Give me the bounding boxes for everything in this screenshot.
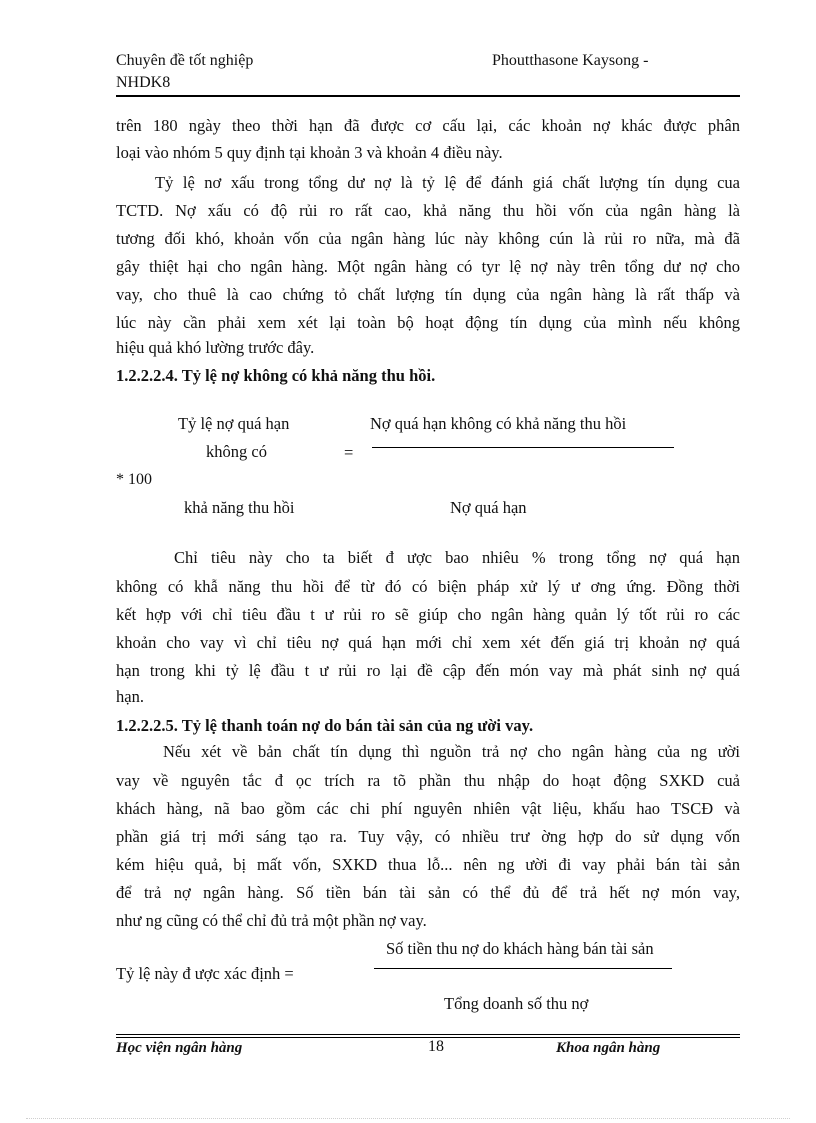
paragraph-line: vay, cho thuê là cao chứng tỏ chất lượng tín dụng của ngân hàng là rất thấp và bbox=[116, 285, 740, 304]
paragraph-line: khoản cho vay vì chỉ tiêu nợ quá hạn mới chỉ xem xét đến giá trị khoản nợ quá bbox=[116, 633, 740, 652]
paragraph-line: Nếu xét về bản chất tín dụng thì nguồn trả nợ cho ngân hàng của ng ười bbox=[163, 742, 740, 761]
footer-left: Học viện ngân hàng bbox=[116, 1040, 243, 1056]
paragraph-line: khách hàng, nã bao gồm các chi phí nguyên nhiên vật liệu, khấu hao TSCĐ và bbox=[116, 799, 740, 818]
paragraph-line: phần giá trị mới sáng tạo ra. Tuy vậy, có nhiều trư ờng hợp do sử dụng vốn bbox=[116, 827, 740, 846]
formula2-fraction-bar bbox=[374, 968, 672, 969]
paragraph-line: lúc này cần phải xem xét lại toàn bộ hoạt động tín dụng của mình nếu không bbox=[116, 313, 740, 332]
formula2-lhs: Tỷ lệ này đ ược xác định = bbox=[116, 964, 294, 983]
formula1-denominator: Nợ quá hạn bbox=[450, 498, 527, 517]
formula1-lhs-line3: khả năng thu hồi bbox=[184, 498, 295, 517]
formula2-denominator: Tổng doanh số thu nợ bbox=[444, 994, 589, 1013]
paragraph-line: hiệu quả khó lường trước đây. bbox=[116, 338, 315, 357]
footer-rule-top bbox=[116, 1034, 740, 1035]
header-right: Phoutthasone Kaysong - bbox=[492, 52, 649, 69]
formula1-lhs-line2: không có bbox=[206, 442, 267, 461]
header-rule bbox=[116, 95, 740, 97]
paragraph-line: như ng cũng có thể chỉ đủ trả một phần nợ vay. bbox=[116, 911, 427, 930]
formula1-equals: = bbox=[344, 443, 354, 462]
paragraph-line: TCTD. Nợ xấu có độ rủi ro rất cao, khả năng thu hồi vốn của ngân hàng là bbox=[116, 201, 740, 220]
header-left-line1: Chuyên đề tốt nghiệp bbox=[116, 52, 254, 69]
paragraph-line: để trả nợ ngân hàng. Số tiền bán tài sản có thể đủ để trả hết nợ món vay, bbox=[116, 883, 740, 902]
paragraph-line: trên 180 ngày theo thời hạn đã được cơ cấu lại, các khoản nợ khác được phân bbox=[116, 116, 740, 135]
section-heading: 1.2.2.2.4. Tỷ lệ nợ không có khả năng thu hồi. bbox=[116, 366, 436, 385]
paragraph-line: loại vào nhóm 5 quy định tại khoản 3 và khoản 4 điều này. bbox=[116, 143, 503, 162]
formula1-fraction-bar bbox=[372, 447, 674, 448]
paragraph-line: Chỉ tiêu này cho ta biết đ ược bao nhiêu % trong tổng nợ quá hạn bbox=[174, 548, 740, 567]
paragraph-line: kém hiệu quả, bị mất vốn, SXKD thua lỗ... nên ng ười đi vay phải bán tài sản bbox=[116, 855, 740, 874]
paragraph-line: kết hợp với chỉ tiêu đầu t ư rủi ro sẽ giúp cho ngân hàng quản lý tốt rủi ro các bbox=[116, 605, 740, 624]
paragraph-line: hạn. bbox=[116, 687, 144, 706]
paragraph-line: gây thiệt hại cho ngân hàng. Một ngân hàng có tyr lệ nợ này trên tổng dư nợ cho bbox=[116, 257, 740, 276]
formula1-multiplier: * 100 bbox=[116, 471, 152, 488]
paragraph-line: không có khẫ năng thu hồi để từ đó có biện pháp xử lý ư ơng ứng. Đồng thời bbox=[116, 577, 740, 596]
formula1-lhs-line1: Tỷ lệ nợ quá hạn bbox=[178, 414, 290, 433]
page-edge-divider bbox=[26, 1118, 790, 1119]
paragraph-line: hạn trong khi tỷ lệ đầu t ư rủi ro lại đề cập đến món vay mà phát sinh nợ quá bbox=[116, 661, 740, 680]
formula1-numerator: Nợ quá hạn không có khả năng thu hồi bbox=[370, 414, 627, 433]
paragraph-line: Tỷ lệ nơ xấu trong tổng dư nợ là tỷ lệ để đánh giá chất lượng tín dụng cua bbox=[155, 173, 740, 192]
formula2-numerator: Số tiền thu nợ do khách hàng bán tài sản bbox=[386, 939, 654, 958]
paragraph-line: vay về nguyên tắc đ ọc trích ra tõ phần thu nhập do hoạt động SXKD cuả bbox=[116, 771, 740, 790]
page-number: 18 bbox=[428, 1038, 444, 1055]
section-heading: 1.2.2.2.5. Tỷ lệ thanh toán nợ do bán tài sản của ng ười vay. bbox=[116, 716, 534, 735]
header-left-line2: NHDK8 bbox=[116, 74, 171, 91]
paragraph-line: tương đối khó, khoản vốn của ngân hàng lúc này không cún là rủi ro nữa, mà đã bbox=[116, 229, 740, 248]
footer-right: Khoa ngân hàng bbox=[556, 1040, 661, 1056]
